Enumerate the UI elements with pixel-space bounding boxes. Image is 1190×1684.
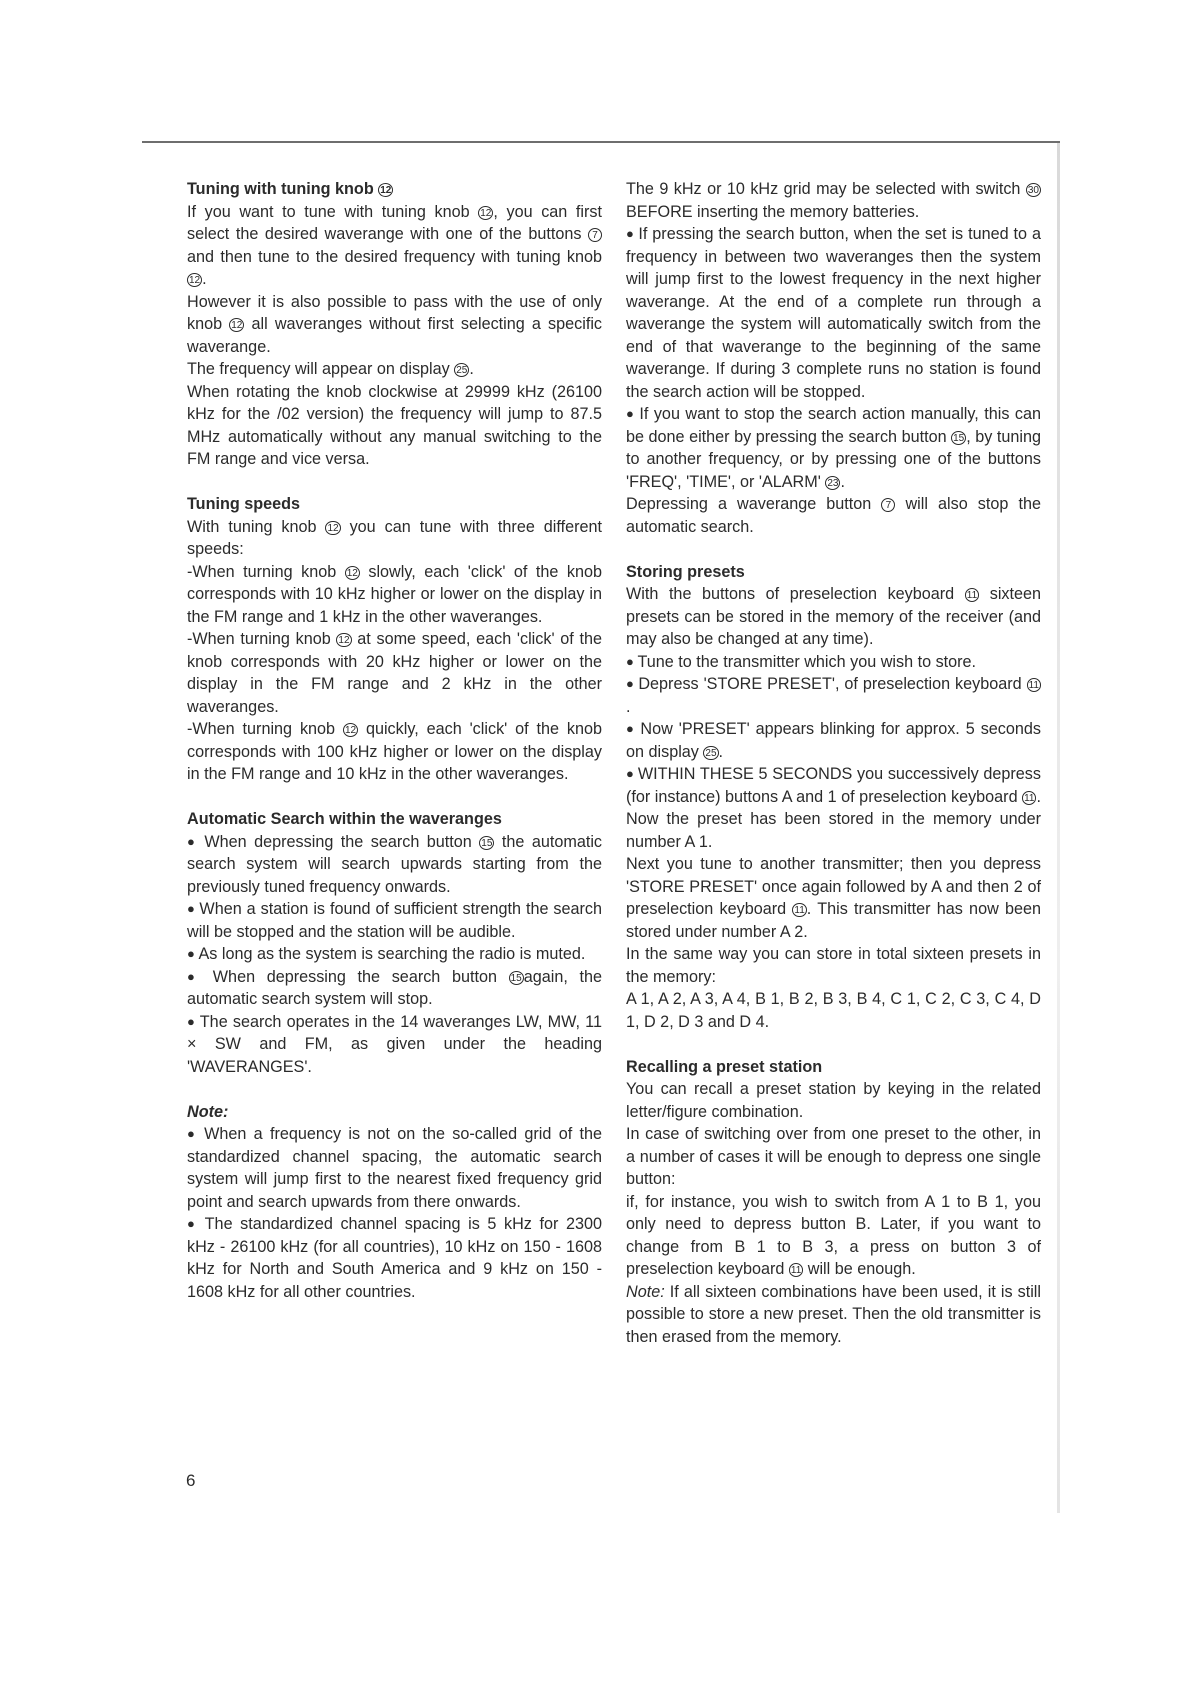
paragraph: if, for instance, you wish to switch from A 1 to B 1, you only need to depress button B. Later, if you want to change from B 1 to B 3, a press on button 3 of preselection keyboard 11 will be enough.	[626, 1192, 1041, 1278]
bullet-item: ● Now 'PRESET' appears blinking for approx. 5 seconds on display 25 .	[626, 718, 1041, 763]
ref-marker: 25	[705, 747, 717, 759]
heading-recalling-preset: Recalling a preset station	[626, 1057, 823, 1076]
ref-marker: 30	[1027, 185, 1039, 196]
bullet-item: ● When a frequency is not on the so-called grid of the standardized channel spacing, the automatic search system will jump first to the nearest fixed frequency grid point and search upwards from there onwards.	[187, 1123, 602, 1213]
left-column	[187, 178, 602, 1326]
ref-marker: 12	[344, 725, 357, 736]
ref-marker: 23	[827, 477, 839, 489]
page-number: 6	[186, 1471, 196, 1490]
section-note	[187, 1101, 602, 1304]
section-grid-selection	[626, 178, 1041, 538]
ref-marker: 15	[953, 432, 965, 444]
ref-marker: 7	[588, 228, 602, 242]
ref-marker: 11	[790, 1265, 802, 1276]
heading-tuning-speeds: Tuning speeds	[187, 495, 301, 513]
paragraph: -When turning knob 12 at some speed, each 'click' of the knob corresponds with 20 kHz higher or lower on the display in the FM range and 2 kHz in the other waveranges.	[187, 630, 602, 716]
page-edge-shadow	[1057, 143, 1060, 1513]
bullet-item: ● If you want to stop the search action manually, this can be done either by pressing the search button 15 , by tuning to another frequency, or by pressing one of the buttons 'FREQ', 'TIME', or 'ALARM' 23 .	[626, 403, 1041, 493]
ref-marker: 7	[881, 498, 895, 512]
paragraph: The frequency will appear on display 25 .	[187, 360, 474, 378]
paragraph: Depressing a waverange button 7 will also stop the automatic search.	[626, 495, 1041, 536]
paragraph: Next you tune to another transmitter; then you depress 'STORE PRESET' once again followed by A and then 2 of preselection keyboard 11 . This transmitter has now been stored under number A 2.	[626, 855, 1042, 941]
section-recalling-preset	[626, 1056, 1041, 1349]
ref-marker: 12	[231, 320, 243, 331]
paragraph: With tuning knob 12 you can tune with three different speeds:	[187, 517, 602, 558]
ref-marker: 11	[966, 590, 978, 601]
bullet-item: ● WITHIN THESE 5 SECONDS you successively depress (for instance) buttons A and 1 of preselection keyboard 11 . Now the preset has been stored in the memory under number A 1.	[626, 763, 1041, 853]
preset-list: A 1, A 2, A 3, A 4, B 1, B 2, B 3, B 4, C 1, C 2, C 3, C 4, D 1, D 2, D 3 and D 4.	[626, 990, 1041, 1031]
bullet-item: ● Tune to the transmitter which you wish to store.	[626, 651, 1041, 674]
heading-tuning-knob: Tuning with tuning knob 12	[187, 180, 392, 198]
section-tuning-speeds	[187, 493, 602, 786]
bullet-item: ● The standardized channel spacing is 5 kHz for 2300 kHz - 26100 kHz (for all countries), 10 kHz on 150 - 1608 kHz for North and South America and 9 kHz on 150 - 1608 kHz for all other countries.	[187, 1213, 602, 1303]
heading-storing-presets: Storing presets	[626, 562, 745, 581]
paragraph: Note: If all sixteen combinations have been used, it is still possible to store a new preset. Then the old transmitter is then erased from the memory.	[626, 1282, 1041, 1346]
bullet-item: ● When depressing the search button 15 again, the automatic search system will stop.	[187, 966, 602, 1011]
paragraph: When rotating the knob clockwise at 29999 kHz (26100 kHz for the /02 version) the frequency will jump to 87.5 MHz automatically without any manual switching to the FM range and vice versa.	[187, 382, 602, 468]
paragraph: If you want to tune with tuning knob 12 , you can first select the desired waverange with one of the buttons 7 and then tune to the desired frequency with tuning knob 12 .	[187, 202, 603, 288]
paragraph: You can recall a preset station by keying in the related letter/figure combination.	[626, 1080, 1041, 1121]
section-tuning-knob	[187, 178, 602, 471]
top-rule	[142, 141, 1060, 143]
paragraph: -When turning knob 12 slowly, each 'click' of the knob corresponds with 10 kHz higher or lower on the display in the FM range and 1 kHz in the other waveranges.	[187, 562, 602, 626]
note-label: Note:	[626, 1282, 665, 1301]
bullet-item: ● Depress 'STORE PRESET', of preselection keyboard 11.	[626, 673, 1041, 718]
ref-marker: 15	[481, 837, 493, 849]
section-storing-presets	[626, 561, 1041, 1034]
paragraph: In case of switching over from one preset to the other, in a number of cases it will be enough to depress one single button:	[626, 1125, 1041, 1188]
heading-automatic-search: Automatic Search within the waveranges	[187, 810, 502, 828]
ref-marker: 11	[1028, 680, 1039, 691]
paragraph: In the same way you can store in total sixteen presets in the memory:	[626, 945, 1041, 986]
bullet-item: ● The search operates in the 14 waveranges LW, MW, 11 × SW and FM, as given under the heading 'WAVERANGES'.	[187, 1011, 602, 1079]
ref-marker: 12	[346, 567, 358, 579]
paragraph: -When turning knob 12 quickly, each 'click' of the knob corresponds with 100 kHz higher or lower on the display in the FM range and 10 kHz in the other waveranges.	[187, 720, 603, 783]
ref-marker: 11	[1024, 792, 1035, 804]
ref-marker: 12	[189, 275, 201, 286]
bullet-item: ● When a station is found of sufficient strength the search will be stopped and the station will be audible.	[187, 898, 602, 943]
bullet-item: ● If pressing the search button, when the set is tuned to a frequency in between two waveranges then the system will jump first to the lowest frequency in the next higher waverange. At the end of a complete run through a waverange the system will automatically switch from the end of that waverange to the beginning of the same waverange. If during 3 complete runs no station is found the search action will be stopped.	[626, 223, 1041, 403]
right-column	[626, 178, 1041, 1371]
ref-marker: 11	[794, 905, 805, 916]
ref-marker: 25	[456, 365, 468, 376]
bullet-item: ● As long as the system is searching the radio is muted.	[187, 943, 602, 966]
ref-marker: 12	[327, 522, 339, 534]
ref-marker: 12	[380, 185, 392, 196]
paragraph: However it is also possible to pass with the use of only knob 12 all waveranges without first selecting a specific waverange.	[187, 292, 603, 356]
bullet-item: ● When depressing the search button 15 the automatic search system will search upwards starting from the previously tuned frequency onwards.	[187, 831, 602, 899]
heading-note: Note:	[187, 1102, 229, 1121]
ref-marker: 15	[510, 972, 522, 984]
section-automatic-search	[187, 808, 602, 1078]
paragraph: With the buttons of preselection keyboard 11 sixteen presets can be stored in the memory of the receiver (and may also be changed at any time).	[626, 585, 1042, 648]
paragraph: The 9 kHz or 10 kHz grid may be selected with switch 30 BEFORE inserting the memory batteries.	[626, 180, 1039, 221]
ref-marker: 12	[338, 635, 350, 646]
ref-marker: 12	[480, 207, 492, 219]
